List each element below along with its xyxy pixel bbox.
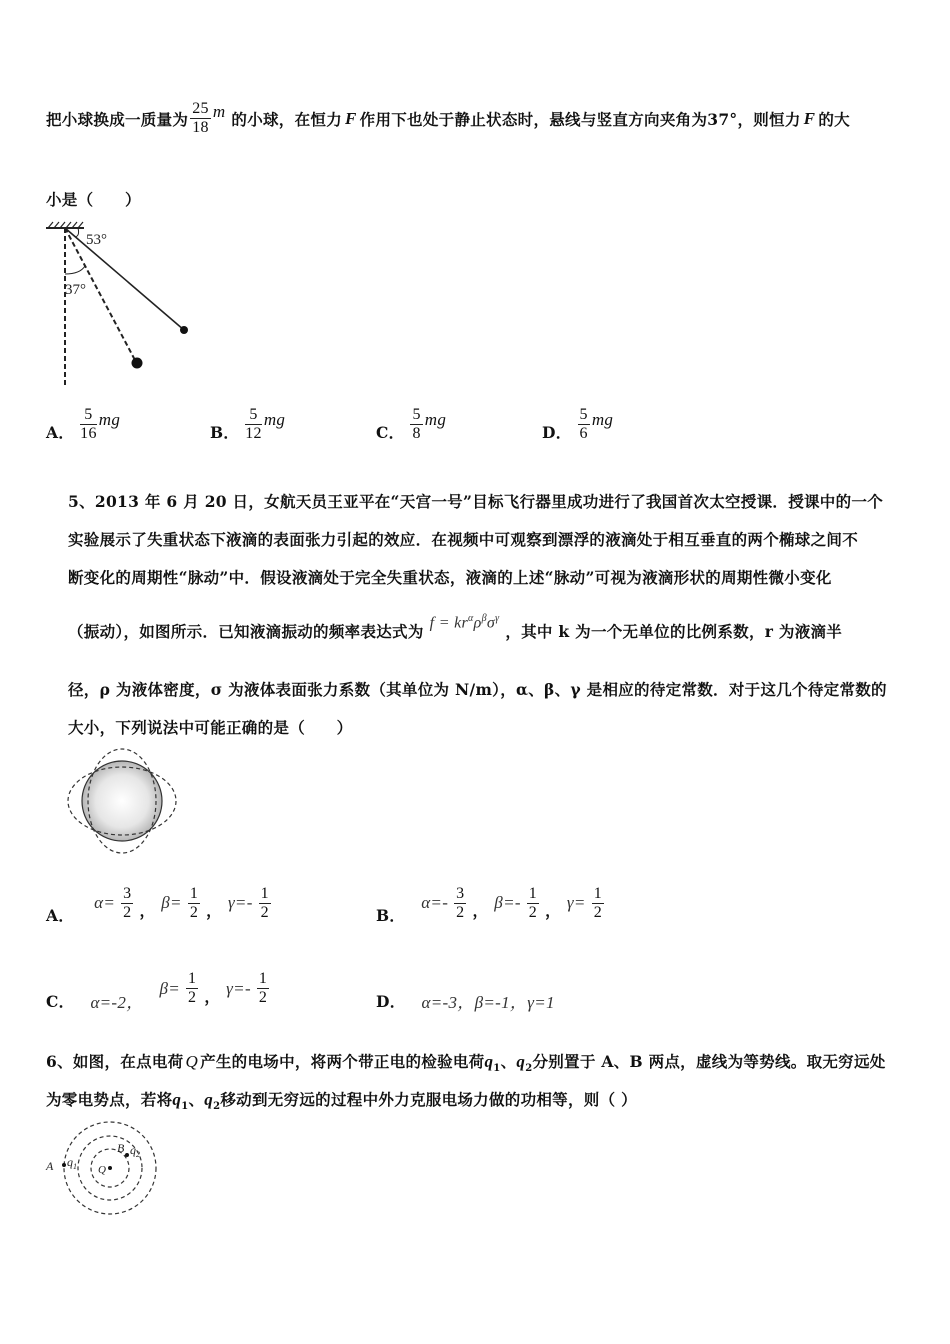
q4-stem-line2: 小是（ ） xyxy=(46,190,141,209)
q4-b-num: 5 xyxy=(245,406,262,425)
q5-b-comma2: ， xyxy=(545,901,561,920)
ball-large xyxy=(132,358,143,369)
q5-c-label: C． xyxy=(46,991,75,1011)
q4-a-num: 5 xyxy=(80,406,97,425)
label-q1-sub: 1 xyxy=(73,1162,77,1171)
q5-b-beta-frac xyxy=(527,885,539,922)
q5-c-gden: 2 xyxy=(258,989,268,1006)
string-53 xyxy=(65,228,184,330)
label-q2 xyxy=(130,1143,140,1159)
q5-c-beta-frac xyxy=(186,970,198,1007)
q6-line2 xyxy=(46,1088,637,1112)
q6-line2-q1: q xyxy=(172,1090,182,1109)
q6-line1-c: 分别置于 A、B 两点，虚线为等势线。取无穷远处 xyxy=(532,1052,886,1071)
q5-option-b[interactable] xyxy=(376,880,604,926)
q4-option-d-label: D． xyxy=(542,423,572,442)
q6-field-figure xyxy=(44,1120,174,1230)
q4-var-f1: F xyxy=(345,108,357,128)
q5-b-beta: β=- xyxy=(494,893,521,912)
q5-d-label: D． xyxy=(376,991,406,1011)
q5-d-text: α=-3，β=-1，γ=1 xyxy=(421,993,555,1012)
q5-option-a[interactable] xyxy=(46,880,271,926)
q5-c-comma: ， xyxy=(204,986,221,1006)
q5-line4 xyxy=(68,613,843,642)
q5-line6: 大小，下列说法中可能正确的是（ ） xyxy=(68,718,353,737)
label-q1-letter: q xyxy=(67,1155,73,1169)
label-b: B xyxy=(117,1141,125,1155)
q4-mass-var: m xyxy=(212,101,226,121)
q5-b-gden: 2 xyxy=(593,903,603,921)
q6-line1 xyxy=(46,1050,886,1074)
q4-option-b-frac xyxy=(245,406,262,443)
q4-c-num: 5 xyxy=(412,405,421,423)
q4-option-d-tail: mg xyxy=(591,410,614,429)
formula-sup-gamma: γ xyxy=(495,613,500,625)
q5-line3: 断变化的周期性“脉动”中．假设液滴处于完全失重状态，液滴的上述“脉动”可视为液滴形状的周期性微小变化 xyxy=(68,568,832,587)
q4-line1-prefix: 把小球换成一质量为 xyxy=(46,109,189,129)
q5-b-gamma-frac xyxy=(592,885,604,922)
q5-c-bnum: 1 xyxy=(188,970,197,987)
label-q-center: Q xyxy=(98,1164,106,1176)
formula-rho: ρ xyxy=(473,614,482,632)
q4-line1-suffix-a: 的小球，在恒力 xyxy=(231,109,342,129)
q6-line2-sep: 、 xyxy=(188,1090,205,1109)
q5-c-gamma-frac xyxy=(257,970,269,1007)
q5-c-gnum: 1 xyxy=(258,970,268,987)
q6-line1-b: 产生的电场中，将两个带正电的检验电荷 xyxy=(200,1052,485,1071)
q4-var-f2: F xyxy=(803,108,816,128)
angle-arc-37 xyxy=(65,266,85,274)
label-q1 xyxy=(67,1155,77,1171)
q6-line2-sub1: 1 xyxy=(181,1101,189,1113)
q6-line2-a: 为零电势点，若将 xyxy=(46,1090,173,1109)
q6-line2-sub2: 2 xyxy=(213,1101,221,1113)
q4-option-a-frac xyxy=(80,406,97,443)
q5-c-alpha: α=-2， xyxy=(90,993,144,1012)
q5-b-alpha-frac xyxy=(454,885,466,922)
q5-b-bnum: 1 xyxy=(528,884,538,902)
q5-a-gamma: γ=- xyxy=(227,893,253,912)
q5-line1: 5、2013 年 6 月 20 日，女航天员王亚平在“天宫一号”目标飞行器里成功进行了我国首次太空授课．授课中的一个 xyxy=(68,492,883,511)
q4-option-a-tail: mg xyxy=(98,410,121,429)
q4-option-c-tail: mg xyxy=(424,410,447,429)
q5-a-gden: 2 xyxy=(260,903,269,921)
q4-c-den: 8 xyxy=(412,424,421,442)
q5-frequency-formula xyxy=(430,613,500,632)
formula-f-kr: f = kr xyxy=(429,614,469,632)
q4-d-den: 6 xyxy=(579,424,588,442)
q5-c-beta: β= xyxy=(159,978,181,998)
q4-mass-fraction xyxy=(190,100,211,137)
q5-b-comma1: ， xyxy=(472,901,489,920)
q5-a-beta: β= xyxy=(161,893,182,912)
point-b xyxy=(125,1153,129,1157)
q5-a-aden: 2 xyxy=(123,903,132,921)
angle-label-53: 53° xyxy=(86,232,107,248)
label-a: A xyxy=(46,1159,54,1173)
q5-option-d[interactable] xyxy=(376,988,555,1013)
q4-option-c[interactable] xyxy=(376,405,446,443)
q6-var-q: Q xyxy=(185,1052,199,1071)
q5-droplet-figure xyxy=(66,747,181,857)
q5-b-gnum: 1 xyxy=(593,884,603,902)
q5-b-anum: 3 xyxy=(456,884,465,902)
q4-a-den: 16 xyxy=(80,424,97,442)
q6-sub1: 1 xyxy=(493,1063,501,1075)
q6-sep: 、 xyxy=(500,1052,517,1071)
q5-b-bden: 2 xyxy=(528,903,538,921)
q4-line1-suffix-b: 作用下也处于静止状态时，悬线与竖直方向夹角为37°，则恒力 xyxy=(359,109,801,129)
q6-line2-q2: q xyxy=(204,1090,214,1109)
label-q2-sub: 2 xyxy=(136,1150,140,1159)
charge-q-point xyxy=(108,1166,112,1170)
q6-var-q1: q xyxy=(484,1052,494,1071)
q5-a-gnum: 1 xyxy=(260,884,269,902)
q5-a-alpha: α= xyxy=(94,893,116,912)
q4-option-c-frac xyxy=(410,406,422,443)
q5-option-c[interactable] xyxy=(46,964,269,1013)
q5-a-comma2: ， xyxy=(206,901,222,920)
q5-c-bden: 2 xyxy=(188,989,197,1006)
q5-a-bnum: 1 xyxy=(189,884,199,902)
q4-stem-line1 xyxy=(46,100,850,137)
q5-line4-prefix: （振动），如图所示．已知液滴振动的频率表达式为 xyxy=(68,622,424,641)
ball-small xyxy=(180,326,188,334)
q6-line2-b: 移动到无穷远的过程中外力克服电场力做的功相等，则（ ） xyxy=(220,1090,637,1109)
label-q2-letter: q xyxy=(130,1143,136,1157)
q4-option-b-label: B． xyxy=(210,423,240,442)
q5-b-gamma: γ= xyxy=(566,893,586,912)
q4-option-d[interactable] xyxy=(542,405,613,443)
formula-sigma: σ xyxy=(486,614,496,632)
q4-option-b[interactable] xyxy=(210,405,285,443)
q5-c-gamma: γ=- xyxy=(226,978,251,998)
angle-label-37: 37° xyxy=(65,282,86,298)
q4-option-d-frac xyxy=(578,406,590,443)
q5-a-bden: 2 xyxy=(189,903,199,921)
q4-option-a[interactable] xyxy=(46,405,120,443)
q5-b-aden: 2 xyxy=(456,903,465,921)
q5-b-label: B． xyxy=(376,906,406,925)
formula-sup-beta: β xyxy=(481,613,487,625)
q5-line5: 径，ρ 为液体密度，σ 为液体表面张力系数（其单位为 N/m），α、β、γ 是相应的待定常数．对于这几个待定常数的 xyxy=(68,680,887,699)
q5-line4-suffix: ，其中 k 为一个无单位的比例系数，r 为液滴半 xyxy=(505,622,843,641)
q4-mass-den: 18 xyxy=(192,119,209,136)
q4-pendulum-figure xyxy=(40,222,200,392)
formula-sup-alpha: α xyxy=(468,613,474,625)
angle-arc-53 xyxy=(75,228,79,237)
q4-mass-num: 25 xyxy=(192,100,209,117)
q4-option-a-label: A． xyxy=(46,423,75,442)
q5-a-label: A． xyxy=(46,906,75,925)
q4-option-b-tail: mg xyxy=(263,410,286,429)
q5-a-alpha-frac xyxy=(121,885,133,922)
q5-a-beta-frac xyxy=(188,885,200,922)
q4-d-num: 5 xyxy=(579,405,588,423)
q5-a-anum: 3 xyxy=(123,884,132,902)
point-a xyxy=(62,1163,66,1167)
q5-a-comma1: ， xyxy=(139,901,156,920)
q5-a-gamma-frac xyxy=(259,885,271,922)
q6-var-q2: q xyxy=(516,1052,526,1071)
q6-line1-a: 6、如图，在点电荷 xyxy=(46,1052,184,1071)
q5-b-alpha: α=- xyxy=(421,893,449,912)
q4-b-den: 12 xyxy=(245,424,262,442)
q5-line2: 实验展示了失重状态下液滴的表面张力引起的效应．在视频中可观察到漂浮的液滴处于相互垂直的两个椭球之间不 xyxy=(68,530,859,549)
q6-sub2: 2 xyxy=(525,1063,533,1075)
q4-option-c-label: C． xyxy=(376,423,405,442)
q4-line1-suffix-c: 的大 xyxy=(818,109,850,129)
